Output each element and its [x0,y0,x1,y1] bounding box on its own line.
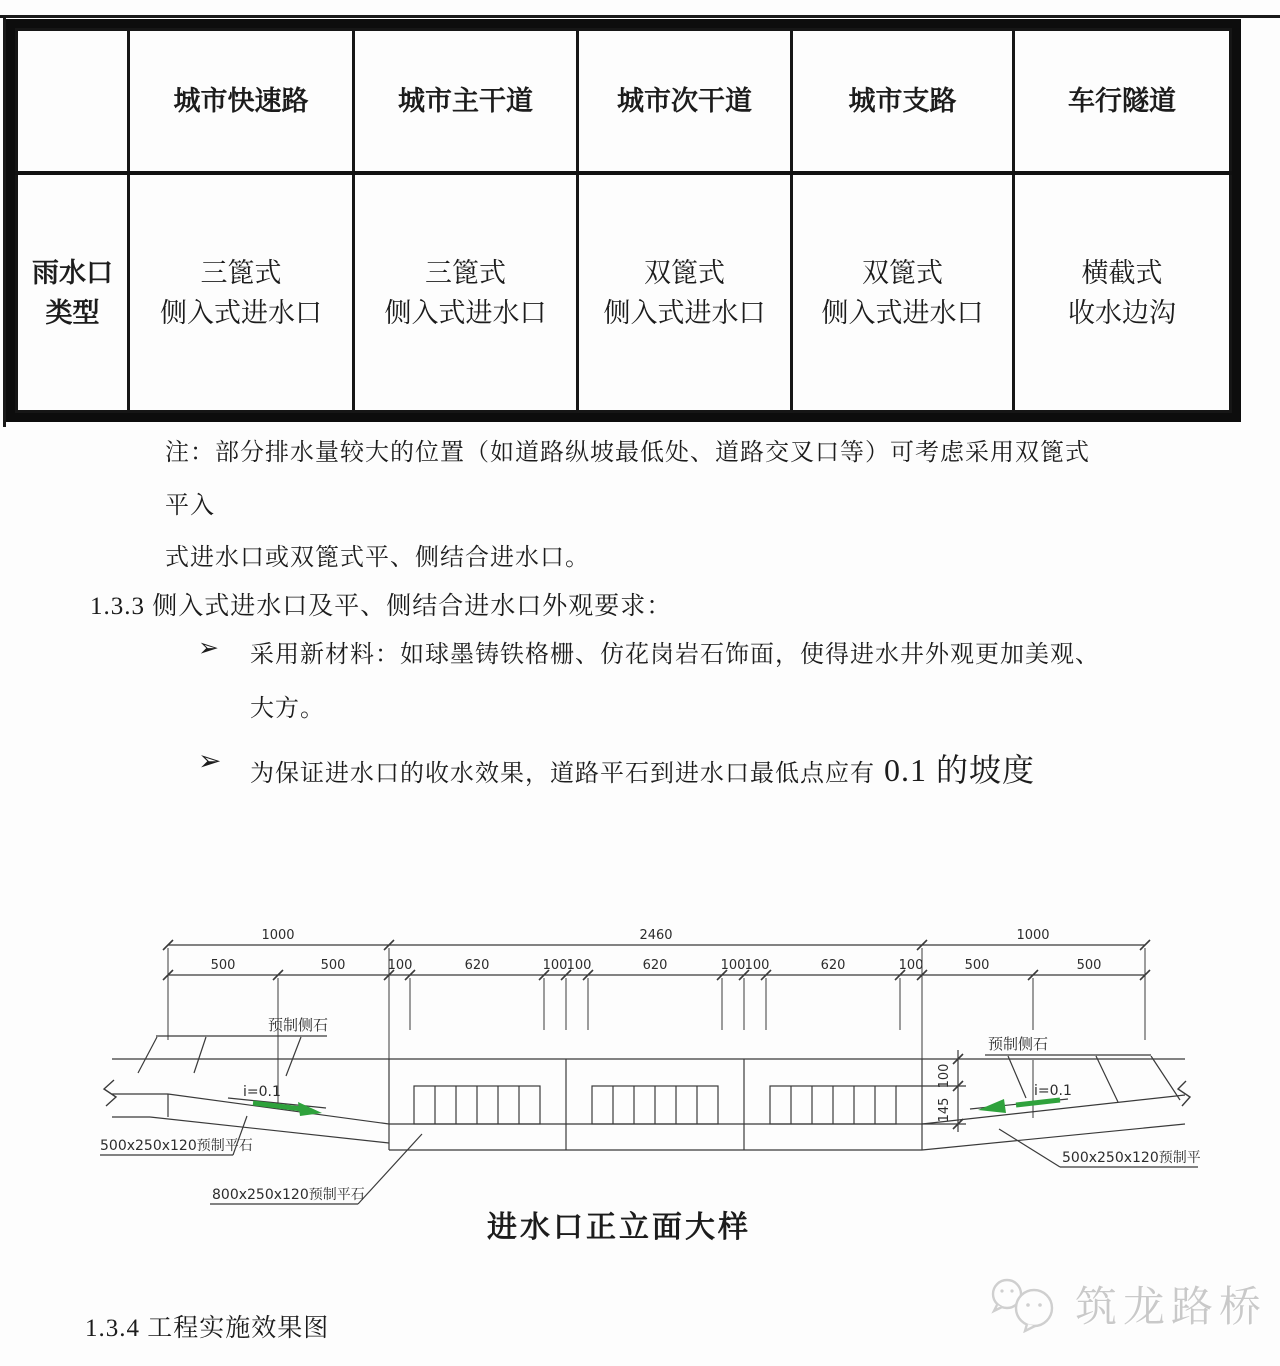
inlet-type-table-border [6,19,1241,422]
dimension-chain-level2 [163,958,1150,980]
inlet-type-table [15,28,1232,413]
slope-right-label: i=0.1 [1034,1083,1072,1099]
dim-100: 100 [542,958,568,973]
dim-1000-right: 1000 [1016,928,1050,943]
slope-arrow-right [1016,1100,1060,1105]
bullet1-line2: 大方。 [250,696,325,722]
drawing-caption: 进水口正立面大样 [487,1211,751,1244]
flat-right-label: 500x250x120预制平石 [1062,1150,1200,1166]
note-line3: 式进水口或双篦式平、侧结合进水口。 [165,545,590,571]
curb-right-label: 预制侧石 [988,1037,1049,1053]
dim-100: 100 [720,958,746,973]
dim-620: 620 [642,958,668,973]
cell-arterial [354,173,578,412]
vertical-dimension-chain [896,1050,966,1132]
header-secondary: 城市次干道 [578,30,792,174]
cell-line2: 收水边沟 [1068,297,1176,328]
cell-line2: 侧入式进水口 [160,297,322,328]
table-body-row [17,173,1231,412]
table-header-row [17,30,1231,174]
dim-100: 100 [566,958,592,973]
dim-1000-left: 1000 [261,928,295,943]
header-tunnel: 车行隧道 [1014,30,1231,174]
vert-dim-145: 145 [937,1097,952,1123]
header-empty-cell [17,30,129,174]
cell-secondary [578,173,792,412]
header-expressway: 城市快速路 [129,30,354,174]
dim-100: 100 [898,958,924,973]
curb-label-left [138,1017,328,1076]
cell-tunnel [1014,173,1231,412]
cell-line1: 双篦式 [644,257,725,288]
cell-line1: 横截式 [1081,257,1163,288]
curb-label-right [985,1036,1180,1102]
cell-branch [792,173,1014,412]
stub-line2: 类型 [45,297,100,328]
elevation-svg [100,918,1200,1213]
note-line2: 平入 [165,493,215,519]
dim-620: 620 [820,958,846,973]
slope-arrow-left [253,1103,302,1109]
watermark-text: 筑龙路桥 [1075,1285,1268,1331]
header-branch: 城市支路 [792,30,1014,174]
vert-dim-100: 100 [937,1063,952,1089]
bullet2-slope-value: 0.1 的坡度 [875,752,1036,788]
watermark [985,1274,1267,1334]
flat-stone-label-left [100,1116,253,1155]
break-symbol-left [104,1080,116,1106]
note-line1: 注：部分排水量较大的位置（如道路纵坡最低处、道路交叉口等）可考虑采用双篦式 [165,440,1090,466]
slope-arrowhead-right [978,1099,1006,1113]
dim-500: 500 [320,958,346,973]
flat-stone-label-right [999,1129,1200,1167]
dim-620: 620 [464,958,490,973]
dim-500: 500 [964,958,990,973]
flat-center-label: 800x250x120预制平石 [212,1187,365,1203]
row-stub [17,173,129,412]
cell-expressway [129,173,354,412]
bullet2-prefix: 为保证进水口的收水效果，道路平石到进水口最低点应有 [250,761,875,787]
dim-100: 100 [387,958,413,973]
section-1-3-4-heading: 1.3.4 工程实施效果图 [85,1315,330,1342]
slope-annotation-left [228,1084,326,1116]
inlet-grates [414,1086,896,1124]
cell-line2: 侧入式进水口 [384,297,547,328]
break-symbol-right [1178,1081,1190,1106]
cell-line2: 侧入式进水口 [821,297,984,328]
inlet-type-table-frame [2,14,1245,426]
cell-line1: 三篦式 [200,257,282,288]
cell-line1: 双篦式 [862,257,943,288]
slope-left-label: i=0.1 [243,1084,281,1100]
flat-left-label: 500x250x120预制平石 [100,1138,253,1154]
wechat-icon [985,1275,1067,1333]
dim-2460: 2460 [639,928,673,943]
dim-500: 500 [1076,958,1102,973]
bullet2-text [250,745,1035,791]
bullet-arrow-icon: ➢ [198,633,219,662]
cell-line1: 三篦式 [425,257,506,288]
dim-100: 100 [744,958,770,973]
cell-line2: 侧入式进水口 [603,297,766,328]
dimension-chain-level1 [163,928,1150,950]
bullet-arrow-icon: ➢ [198,744,222,777]
stub-line1: 雨水口 [32,257,113,288]
bullet1-line1: 采用新材料：如球墨铸铁格栅、仿花岗岩石饰面，使得进水井外观更加美观、 [250,642,1100,668]
curb-left-label: 预制侧石 [268,1018,329,1034]
dim-500: 500 [210,958,236,973]
header-arterial: 城市主干道 [354,30,578,174]
section-1-3-3-heading: 1.3.3 侧入式进水口及平、侧结合进水口外观要求： [90,593,673,620]
inlet-elevation-drawing [100,918,1200,1213]
